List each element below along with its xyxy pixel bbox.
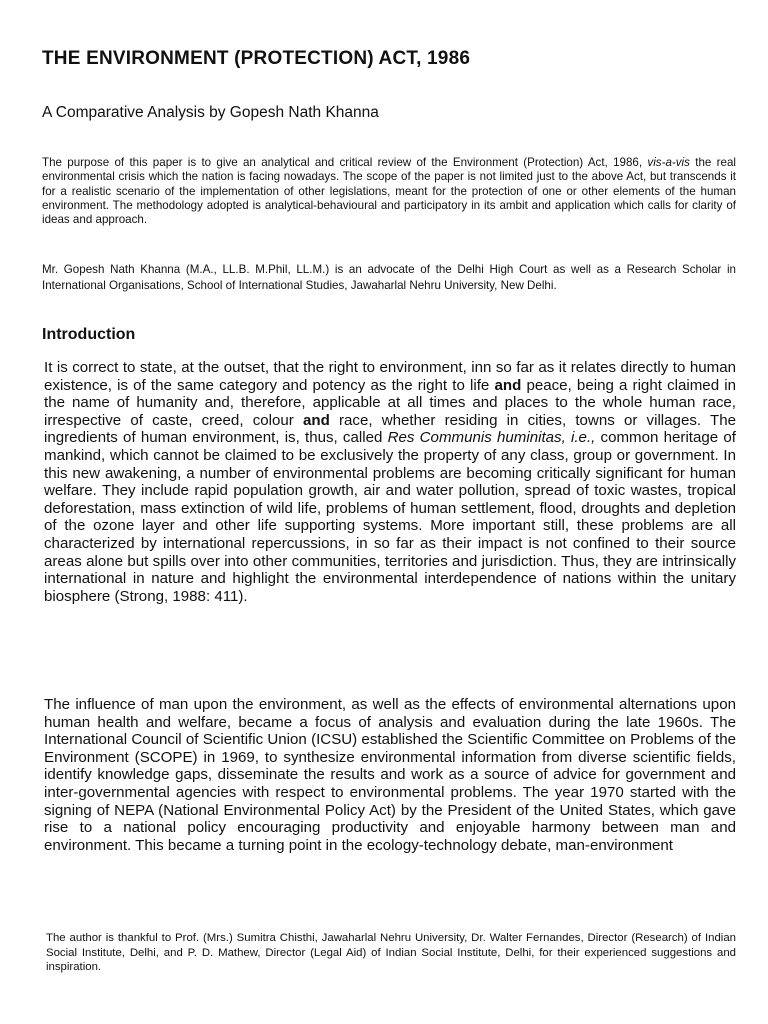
paper-subtitle: A Comparative Analysis by Gopesh Nath Khanna: [42, 104, 379, 121]
abstract-text-1: The purpose of this paper is to give an analytical and critical review of the Environment (Protection) Act, 1986,: [42, 156, 648, 169]
p1-text-d: race, whether residing in cities, towns or villages. The ingredients of human environment, is, thus, called: [44, 411, 736, 447]
p1-bold-and-2: and: [302, 411, 330, 429]
author-bio: Mr. Gopesh Nath Khanna (M.A., LL.B. M.Phil, LL.M.) is an advocate of the Delhi High Court as well as a Research Scholar in International Organisations, School of International Studies, Jawaharlal Nehru University, New Delhi.: [42, 263, 736, 292]
p1-text-a: It is correct to state, at the outset, that the right to environment, inn so far as it relates directly to human existence, is of the same category and potency as the right to life: [44, 359, 736, 394]
acknowledgement-footnote: The author is thankful to Prof. (Mrs.) Sumitra Chisthi, Jawaharlal Nehru University, Dr. Walter Fernandes, Director (Research) of Indian Social Institute, Delhi, and P. D. Mathew, Director (Legal Aid) of Indian Social Institute, Delhi, for their experienced suggestions and inspiration.: [46, 932, 736, 974]
abstract-italic: vis-a-vis: [647, 156, 690, 169]
document-page: [42, 0, 736, 1024]
p1-text-c: peace, being a right claimed in the name of humanity and, therefore, applicable at all times and places to the whole human race, irrespective of caste, creed, colour: [44, 376, 736, 429]
introduction-paragraph-1: [44, 359, 736, 605]
p1-text-e: common heritage of mankind, which cannot be claimed to be exclusively the property of any class, group or government. In this new awakening, a number of environmental problems are becoming critically significant for human welfare. They include rapid population growth, air and water pollution, spread of toxic wastes, tropical deforestation, mass extinction of wild life, problems of human settlement, flood, droughts and depletion of the ozone layer and other life supporting systems. More important still, these problems are all characterized by international repercussions, in so far as their impact is not confined to their source areas alone but spills over into other communities, territories and jurisdiction. Thus, they are intrinsically international in nature and highlight the environmental interdependence of nations within the unitary biosphere (Strong, 1988: 411).: [44, 429, 736, 605]
introduction-paragraph-2: The influence of man upon the environment, as well as the effects of environmental alternations upon human health and welfare, became a focus of analysis and evaluation during the late 1960s. The International Council of Scientific Union (ICSU) established the Scientific Committee on Problems of the Environment (SCOPE) in 1969, to synthesize environmental information from diverse scientific fields, identify knowledge gaps, disseminate the results and work as a source of advice for government and inter-governmental agencies with respect to environmental problems. The year 1970 started with the signing of NEPA (National Environmental Policy Act) by the President of the United States, which gave rise to a national policy encouraging productivity and enjoyable harmony between man and environment. This became a turning point in the ecology-technology debate, man-environment: [44, 696, 736, 854]
abstract-paragraph: [42, 156, 736, 227]
abstract-text-2: the real environmental crisis which the nation is facing nowadays. The scope of the paper is not limited just to the above Act, but transcends it for a realistic scenario of the implementation of other legislations, meant for the protection of one or other elements of the human environment. The methodology adopted is analytical-behavioural and participatory in its ambit and application which calls for clarity of ideas and approach.: [42, 156, 736, 227]
p1-italic-latin: Res Communis huminitas, i.e.,: [387, 429, 596, 447]
p1-bold-and-1: and: [494, 376, 522, 394]
section-heading-introduction: Introduction: [42, 326, 136, 343]
paper-title: THE ENVIRONMENT (PROTECTION) ACT, 1986: [42, 48, 471, 69]
